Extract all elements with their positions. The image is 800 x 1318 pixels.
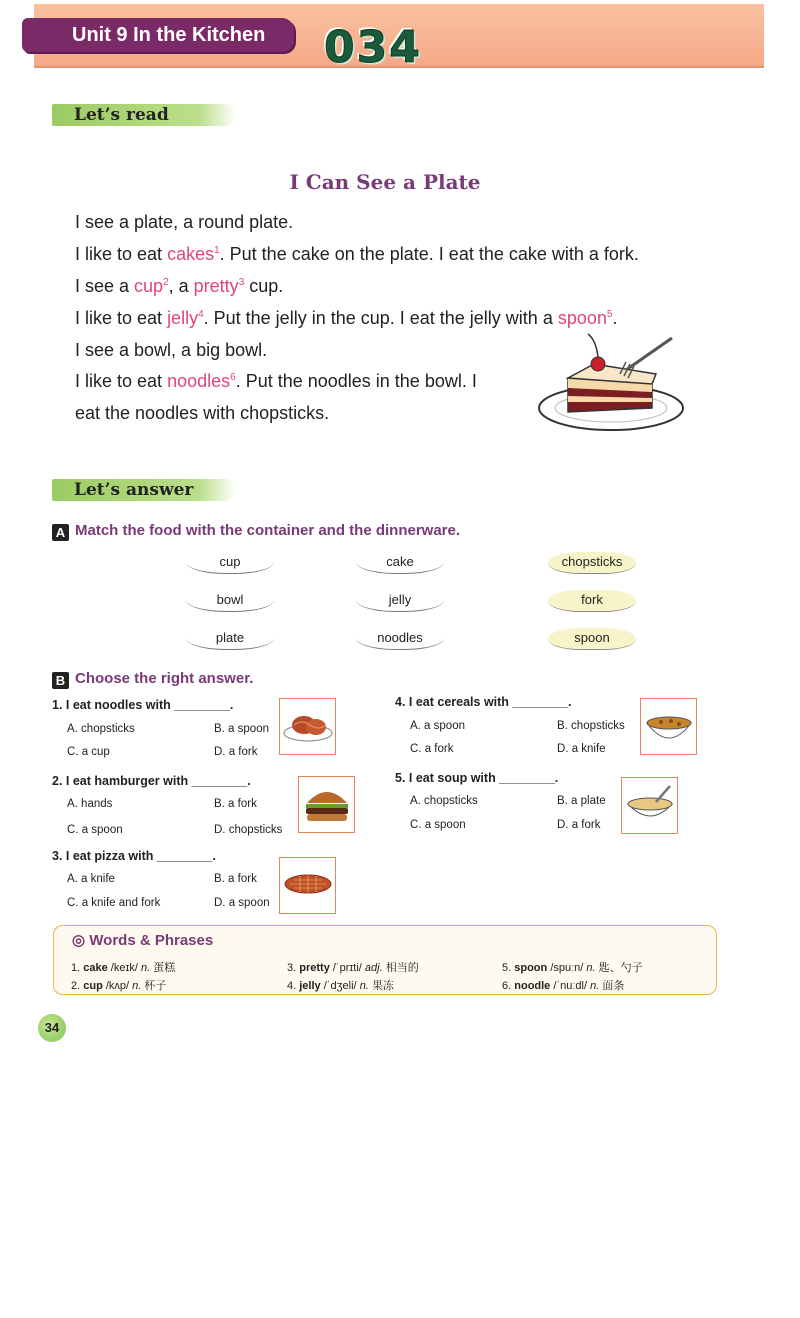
option[interactable]: C. a spoon bbox=[410, 819, 466, 831]
word-entry: 1. cake /keɪk/ n. 蛋糕 bbox=[71, 962, 176, 974]
word-entry: 5. spoon /spuːn/ n. 匙、勺子 bbox=[502, 962, 643, 974]
option[interactable]: D. a spoon bbox=[214, 897, 270, 909]
option[interactable]: B. chopsticks bbox=[557, 720, 625, 732]
option[interactable]: C. a spoon bbox=[67, 824, 123, 836]
story-line: I like to eat noodles$^6$. Put the noodles in the bowl. I bbox=[75, 371, 477, 391]
option[interactable]: D. a fork bbox=[214, 746, 258, 758]
story-line: I like to eat jelly$^4$. Put the jelly in the cup. I eat the jelly with a spoon$^5$. bbox=[75, 308, 618, 328]
option[interactable]: B. a spoon bbox=[214, 723, 269, 735]
match-dinnerware[interactable]: spoon bbox=[548, 628, 636, 650]
hamburger-picture bbox=[298, 776, 355, 833]
option[interactable]: A. chopsticks bbox=[67, 723, 135, 735]
option[interactable]: D. a fork bbox=[557, 819, 601, 831]
option[interactable]: B. a fork bbox=[214, 873, 257, 885]
match-container[interactable]: bowl bbox=[186, 590, 274, 612]
soup-bowl-picture bbox=[621, 777, 678, 834]
option[interactable]: B. a fork bbox=[214, 798, 257, 810]
match-container[interactable]: cup bbox=[186, 552, 274, 574]
cake-illustration bbox=[534, 330, 694, 438]
match-food[interactable]: jelly bbox=[356, 590, 444, 612]
story-line: I see a cup$^2$, a pretty$^3$ cup. bbox=[75, 276, 284, 296]
option[interactable]: D. a knife bbox=[557, 743, 606, 755]
option[interactable]: A. a knife bbox=[67, 873, 115, 885]
match-dinnerware[interactable]: chopsticks bbox=[548, 552, 636, 574]
question-3: 3. I eat pizza with ________. bbox=[52, 849, 216, 863]
option[interactable]: D. chopsticks bbox=[214, 824, 283, 836]
question-4: 4. I eat cereals with ________. bbox=[395, 695, 572, 709]
match-container[interactable]: plate bbox=[186, 628, 274, 650]
exercise-a-instruction: A Match the food with the container and the dinnerware. bbox=[52, 522, 460, 541]
word-entry: 6. noodle /ˈnuːdl/ n. 面条 bbox=[502, 980, 625, 992]
option[interactable]: C. a cup bbox=[67, 746, 110, 758]
story-line: I see a plate, a round plate. bbox=[75, 212, 294, 232]
question-5: 5. I eat soup with ________. bbox=[395, 771, 559, 785]
question-2: 2. I eat hamburger with ________. bbox=[52, 774, 251, 788]
noodles-picture bbox=[279, 698, 336, 755]
option[interactable]: A. hands bbox=[67, 798, 113, 810]
option[interactable]: C. a fork bbox=[410, 743, 454, 755]
unit-title: Unit 9 In the Kitchen bbox=[22, 18, 294, 52]
exercise-a-badge: A bbox=[52, 524, 69, 541]
pizza-picture bbox=[279, 857, 336, 914]
match-food[interactable]: noodles bbox=[356, 628, 444, 650]
exercise-b-instruction: B Choose the right answer. bbox=[52, 670, 253, 689]
story-title: I Can See a Plate bbox=[289, 170, 481, 194]
words-phrases-title: ◎ Words & Phrases bbox=[72, 932, 214, 949]
word-entry: 3. pretty /ˈprɪti/ adj. 相当的 bbox=[287, 962, 419, 974]
option[interactable]: A. a spoon bbox=[410, 720, 465, 732]
story-line: eat the noodles with chopsticks. bbox=[75, 403, 330, 423]
match-food[interactable]: cake bbox=[356, 552, 444, 574]
circle-icon: ◎ bbox=[72, 932, 86, 949]
match-dinnerware[interactable]: fork bbox=[548, 590, 636, 612]
section-banner-answer: Let’s answer bbox=[52, 479, 236, 501]
story-line: I see a bowl, a big bowl. bbox=[75, 340, 268, 360]
page-number: 34 bbox=[38, 1014, 66, 1042]
word-entry: 4. jelly /ˈdʒeli/ n. 果冻 bbox=[287, 980, 394, 992]
page-code: 034 bbox=[324, 22, 422, 73]
cereal-bowl-picture bbox=[640, 698, 697, 755]
story-line: I like to eat cakes$^1$. Put the cake on the plate. I eat the cake with a fork. bbox=[75, 244, 639, 264]
exercise-b-badge: B bbox=[52, 672, 69, 689]
question-1: 1. I eat noodles with ________. bbox=[52, 698, 234, 712]
option[interactable]: C. a knife and fork bbox=[67, 897, 161, 909]
section-banner-read: Let’s read bbox=[52, 104, 236, 126]
option[interactable]: A. chopsticks bbox=[410, 795, 478, 807]
option[interactable]: B. a plate bbox=[557, 795, 606, 807]
word-entry: 2. cup /kʌp/ n. 杯子 bbox=[71, 980, 167, 992]
